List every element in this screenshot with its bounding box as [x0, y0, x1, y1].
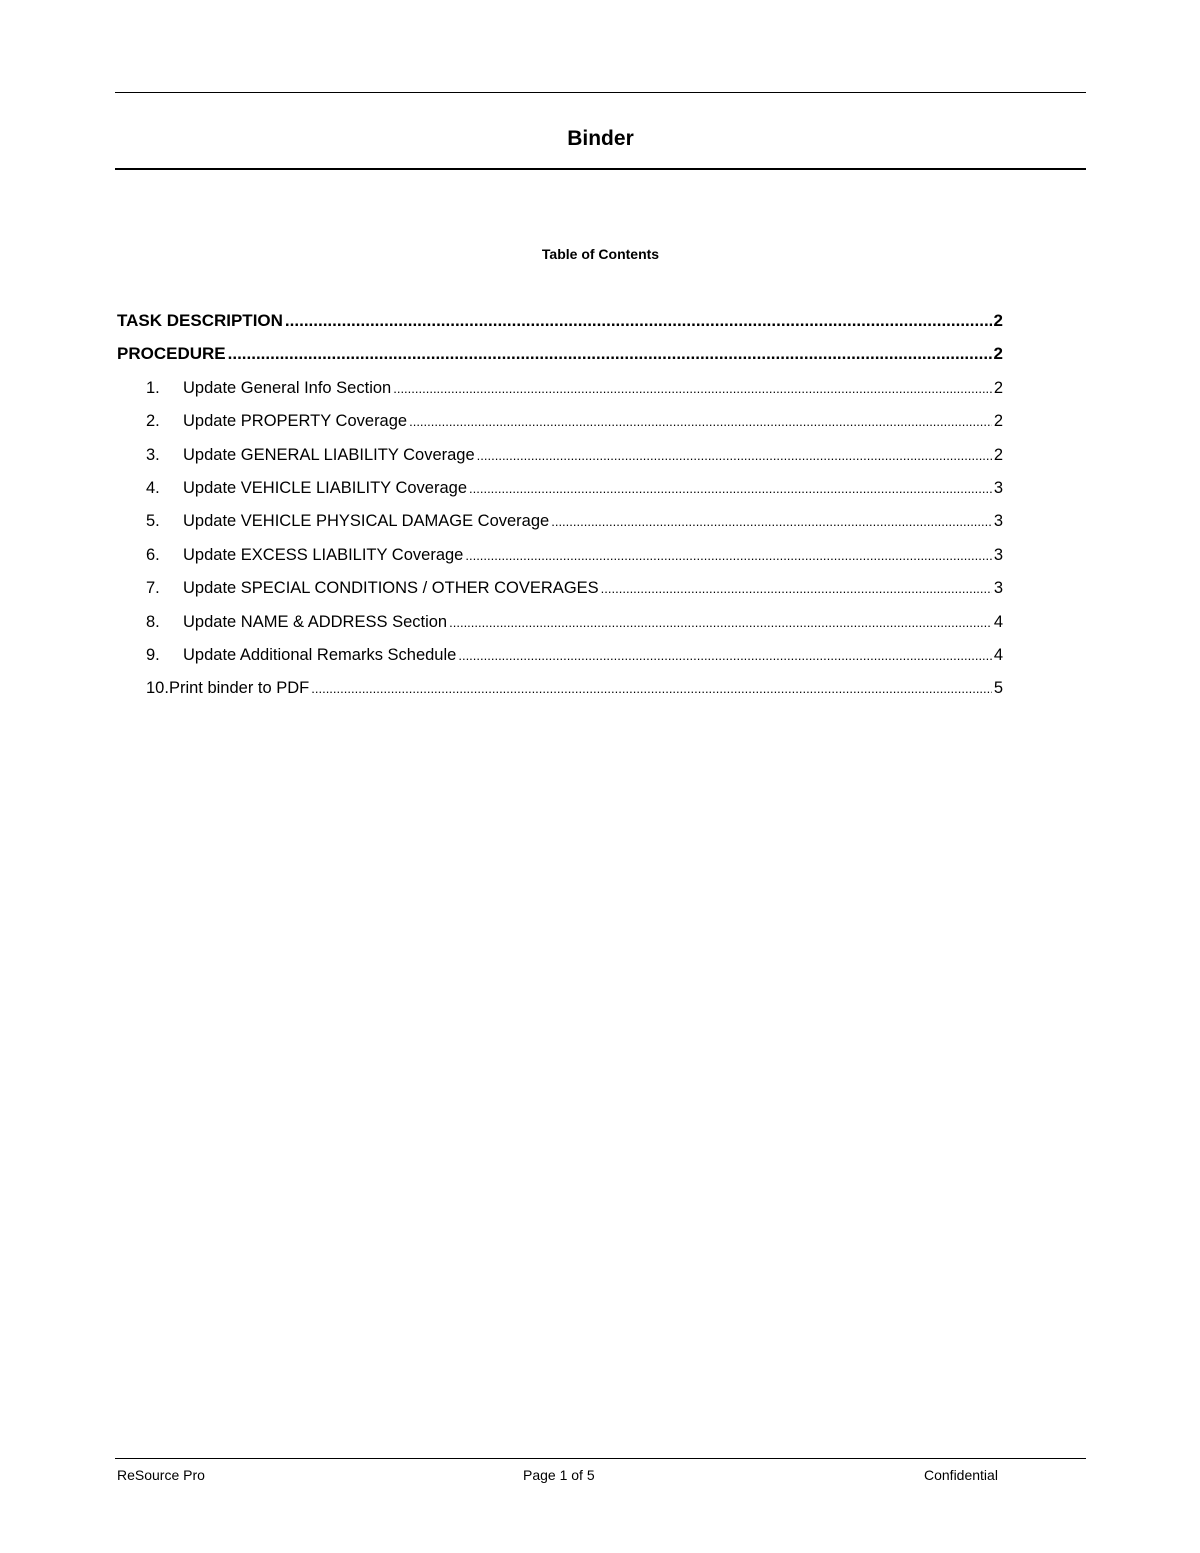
toc-entry-number: 6.: [146, 545, 160, 564]
header-top-rule: [115, 92, 1086, 93]
toc-entry-label: Update Additional Remarks Schedule: [183, 645, 457, 664]
toc-entry-task-description[interactable]: [117, 307, 1003, 340]
toc-entry-page: 3: [993, 512, 1003, 531]
footer-rule: [115, 1458, 1086, 1459]
toc-dot-leader: [311, 674, 992, 703]
toc-entry-label: Update PROPERTY Coverage: [183, 412, 408, 431]
toc-entry-page: 2: [993, 378, 1003, 397]
document-title: Binder: [567, 127, 634, 150]
toc-dot-leader: [551, 507, 992, 536]
toc-dot-leader: [458, 641, 991, 670]
toc-entry-label: TASK DESCRIPTION: [117, 311, 283, 330]
toc-entry-page: 2: [993, 344, 1003, 364]
toc-dot-leader: [228, 340, 992, 368]
toc-entry-print-binder[interactable]: [117, 674, 1003, 707]
toc-dot-leader: [469, 474, 992, 503]
toc-entry-label: Update NAME & ADDRESS Section: [183, 612, 448, 631]
toc-dot-leader: [409, 407, 992, 436]
toc-entry-number: 4.: [146, 478, 160, 497]
header-bottom-rule: [115, 168, 1086, 170]
toc-entry-label: Update VEHICLE LIABILITY Coverage: [183, 478, 468, 497]
toc-entry-number: 7.: [146, 579, 160, 598]
toc-entry-number: 10.: [146, 679, 169, 698]
toc-entry-page: 3: [993, 545, 1003, 564]
toc-entry-page: 3: [993, 478, 1003, 497]
toc-dot-leader: [477, 441, 992, 470]
footer-confidential: Confidential: [924, 1467, 998, 1483]
toc-entry-page: 2: [993, 311, 1003, 330]
toc-entry-label: Print binder to PDF: [168, 679, 310, 698]
toc-entry-label: Update VEHICLE PHYSICAL DAMAGE Coverage: [183, 512, 550, 531]
toc-dot-leader: [285, 307, 992, 335]
toc-entry-label: Update GENERAL LIABILITY Coverage: [183, 445, 475, 464]
toc-dot-leader: [393, 374, 992, 403]
toc-entry-number: 2.: [146, 412, 160, 431]
toc-entry-page: 2: [993, 412, 1003, 431]
toc-entry-name-address[interactable]: [117, 608, 1003, 641]
toc-entry-procedure[interactable]: [117, 340, 1003, 373]
toc-entry-vehicle-liability[interactable]: [117, 474, 1003, 507]
toc-entry-number: 8.: [146, 612, 160, 631]
toc-entry-number: 1.: [146, 378, 160, 397]
table-of-contents: [117, 307, 1003, 708]
toc-entry-page: 4: [993, 612, 1003, 631]
toc-entry-vehicle-physical-damage[interactable]: [117, 507, 1003, 540]
toc-entry-page: 3: [993, 579, 1003, 598]
toc-heading: Table of Contents: [541, 246, 660, 262]
toc-entry-page: 5: [993, 679, 1003, 698]
toc-entry-number: 3.: [146, 445, 160, 464]
toc-entry-general-liability[interactable]: [117, 441, 1003, 474]
footer-company: ReSource Pro: [117, 1467, 205, 1483]
toc-entry-page: 4: [993, 645, 1003, 664]
toc-entry-label: Update General Info Section: [183, 378, 392, 397]
toc-entry-page: 2: [993, 445, 1003, 464]
toc-entry-general-info[interactable]: [117, 374, 1003, 407]
toc-entry-label: PROCEDURE: [117, 344, 226, 364]
toc-dot-leader: [601, 574, 992, 603]
toc-entry-label: Update SPECIAL CONDITIONS / OTHER COVERAGES: [183, 579, 599, 598]
toc-entry-label: Update EXCESS LIABILITY Coverage: [183, 545, 464, 564]
toc-entry-number: 9.: [146, 645, 160, 664]
toc-entry-excess-liability[interactable]: [117, 541, 1003, 574]
footer-page-number: Page 1 of 5: [523, 1467, 595, 1483]
toc-entry-property-coverage[interactable]: [117, 407, 1003, 440]
toc-entry-number: 5.: [146, 512, 160, 531]
toc-entry-additional-remarks[interactable]: [117, 641, 1003, 674]
toc-dot-leader: [449, 608, 992, 637]
toc-dot-leader: [465, 541, 991, 570]
toc-entry-special-conditions[interactable]: [117, 574, 1003, 607]
